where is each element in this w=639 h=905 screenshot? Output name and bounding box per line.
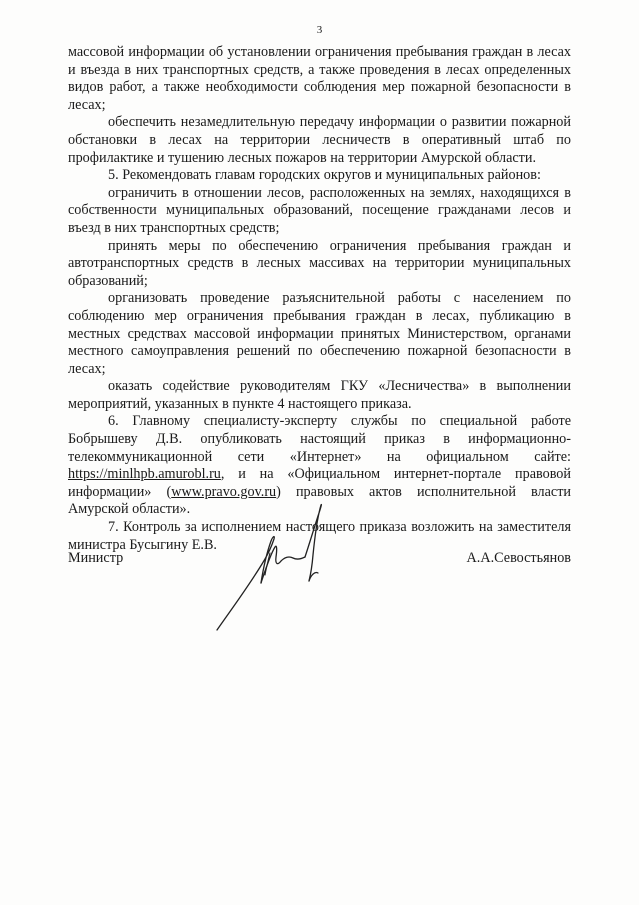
- item-6-text-start: 6. Главному специалисту-эксперту службы по специальной работе Бобрышеву Д.В. опубликовать настоящий приказ в информационно-телекоммуникационной сети «Интернет» на официальном сайте:: [68, 413, 571, 465]
- document-body: [68, 44, 571, 554]
- pravo-portal-link[interactable]: www.pravo.gov.ru: [171, 483, 277, 500]
- signatory-title: Министр: [68, 550, 124, 566]
- paragraph-assist-forestries: оказать содействие руководителям ГКУ «Лесничества» в выполнении мероприятий, указанных в пункте 4 настоящего приказа.: [68, 378, 571, 412]
- handwritten-signature: [215, 495, 355, 635]
- ministry-site-link[interactable]: https://minlhpb.amurobl.ru: [68, 466, 221, 483]
- signatory-name: А.А.Севостьянов: [466, 550, 571, 566]
- paragraph-organize-outreach: организовать проведение разъяснительной работы с населением по соблюдению мер ограничения пребывания граждан в лесах, публикацию в местных средствах массовой информации принятых Министерством, органами местного самоуправления решений по обеспечению пожарной безопасности в лесах;: [68, 290, 571, 377]
- paragraph-take-measures: принять меры по обеспечению ограничения пребывания граждан и автотранспортных средств в лесных массивах на территории муниципальных образований;: [68, 237, 571, 289]
- paragraph-item-7: 7. Контроль за исполнением настоящего приказа возложить на заместителя министра Бусыгину Е.В.: [68, 519, 571, 553]
- item-6-text-mid: , и на «Официальном интернет-портале правовой информации» (: [68, 466, 571, 500]
- page-number: 3: [316, 24, 323, 36]
- paragraph-restrict-forests: ограничить в отношении лесов, расположенных на землях, находящихся в собственности муниципальных образований, посещение гражданами лесов и въезд в них транспортных средств;: [68, 184, 571, 236]
- paragraph-fire-info-transfer: обеспечить незамедлительную передачу информации о развитии пожарной обстановки в лесах на территории лесничеств в оперативный штаб по профилактике и тушению лесных пожаров на территории Амурской области.: [68, 114, 571, 166]
- item-6-text-end: ) правовых актов исполнительной власти Амурской области».: [68, 483, 572, 518]
- paragraph-mass-media-info: массовой информации об установлении ограничения пребывания граждан в лесах и въезда в них транспортных средств, а также проведения в лесах определенных видов работ, а также необходимости соблюдения мер пожарной безопасности в лесах;: [68, 44, 571, 113]
- paragraph-item-5: 5. Рекомендовать главам городских округов и муниципальных районов:: [108, 167, 541, 184]
